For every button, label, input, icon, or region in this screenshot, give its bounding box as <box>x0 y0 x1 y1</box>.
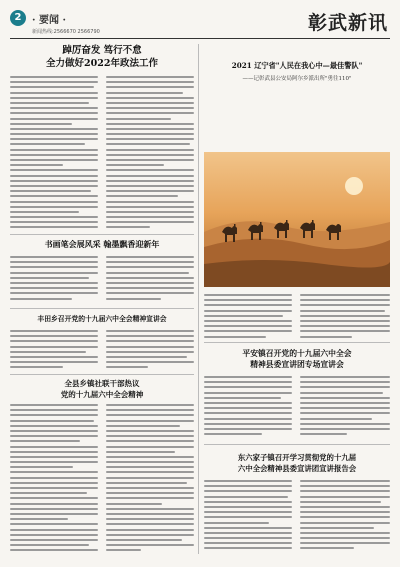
desert-camel-caravan-photo <box>204 152 390 287</box>
article-body-column <box>10 256 98 304</box>
article-body-column <box>204 294 292 338</box>
article-body-column <box>204 480 292 554</box>
article-title-line1: 全县乡镇社联干部热议 <box>64 379 140 388</box>
article-dongliujiazi-lecture <box>204 454 390 473</box>
article-fengtian-lecture <box>10 316 194 324</box>
article-body-column <box>10 404 98 554</box>
masthead-rule <box>10 38 390 39</box>
page-number-badge: 2 <box>10 10 26 26</box>
article-body-column <box>300 294 390 338</box>
article-title: 书画笔会展风采 翰墨飘香迎新年 <box>44 239 160 249</box>
article-separator <box>10 374 194 375</box>
article-politics-law <box>10 46 194 70</box>
article-body-column <box>300 480 390 554</box>
article-title: 2021 辽宁省"人民在我心中—最佳警队" <box>231 61 363 70</box>
column-divider <box>198 44 199 554</box>
article-title-line2: 六中全会精神县委宣讲团宣讲报告会 <box>237 463 357 473</box>
article-best-police-team <box>204 62 390 82</box>
article-separator <box>10 234 194 235</box>
article-body-column <box>10 76 98 230</box>
article-separator <box>204 444 390 445</box>
section-name: · 要闻 · <box>32 15 66 26</box>
news-hotline: 新闻热线:2566670 2566790 <box>32 29 100 35</box>
article-title-line1: 踔厉奋发 笃行不怠 <box>62 45 142 56</box>
article-subtitle: ——记彰武县公安局阿尔乡派出所"勇往110" <box>242 76 352 83</box>
masthead <box>10 8 390 38</box>
article-pingan-lecture <box>204 350 390 370</box>
article-separator <box>10 308 194 309</box>
article-title-line2: 全力做好2022年政法工作 <box>46 57 158 69</box>
article-body-column <box>106 330 194 370</box>
article-body-column <box>10 330 98 370</box>
article-body-column <box>204 376 292 438</box>
newspaper-logo: 彰武新讯 <box>307 12 388 34</box>
article-title: 丰田乡召开党的十九届六中全会精神宣讲会 <box>37 315 167 323</box>
article-township-discussion <box>10 380 194 399</box>
article-body-column <box>300 376 390 438</box>
article-body-column <box>106 404 194 554</box>
article-separator <box>204 342 390 343</box>
article-body-column <box>106 76 194 230</box>
article-title-line2: 精神县委宣讲团专场宣讲会 <box>250 359 344 369</box>
article-body-column <box>106 256 194 304</box>
article-title-line1: 东六家子镇召开学习贯彻党的十九届 <box>237 453 357 462</box>
article-title-line1: 平安镇召开党的十九届六中全会 <box>242 349 352 358</box>
article-title-line2: 党的十九届六中全会精神 <box>60 389 144 399</box>
article-calligraphy-exhibit <box>10 240 194 249</box>
